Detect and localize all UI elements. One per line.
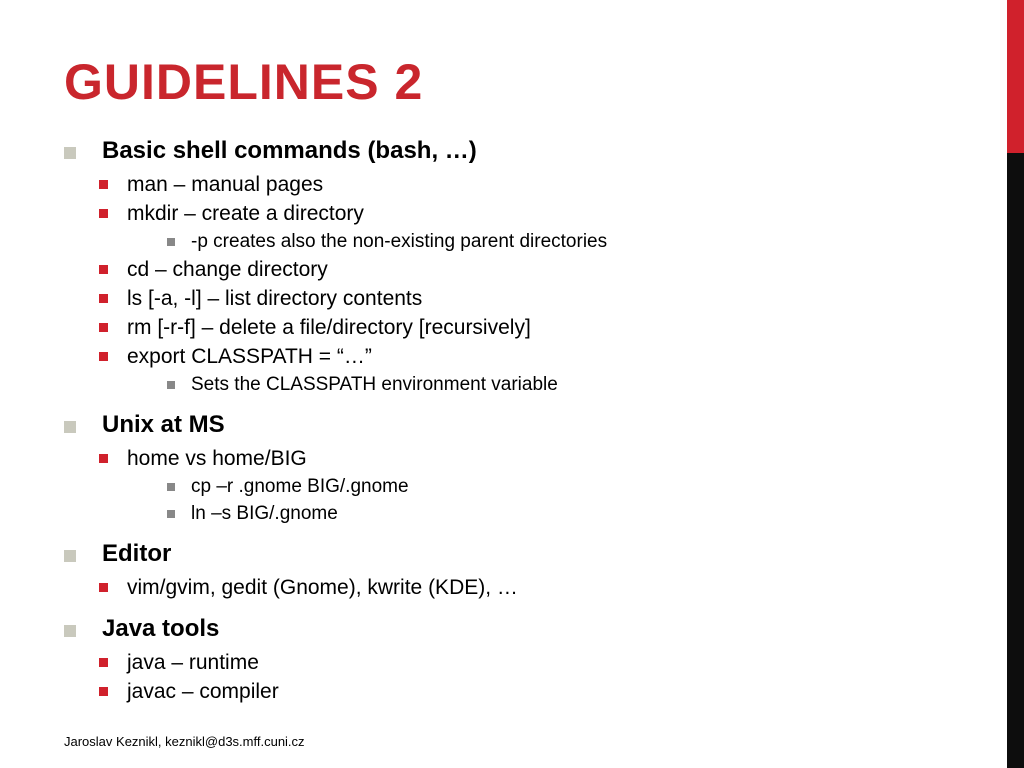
list-item xyxy=(0,284,1000,313)
square-bullet-icon xyxy=(99,265,108,274)
square-bullet-icon xyxy=(64,147,76,159)
bullet-list xyxy=(0,132,1000,706)
square-bullet-icon xyxy=(167,238,175,246)
square-bullet-icon xyxy=(99,658,108,667)
list-item xyxy=(0,648,1000,677)
sidebar-accent-red xyxy=(1007,0,1024,153)
list-item-text: rm [-r-f] – delete a file/directory [recursively] xyxy=(127,316,531,339)
square-bullet-icon xyxy=(167,483,175,491)
list-item-text: cd – change directory xyxy=(127,258,328,281)
section-heading-text: Java tools xyxy=(102,615,220,642)
sub-list-item-text: Sets the CLASSPATH environment variable xyxy=(191,374,558,395)
square-bullet-icon xyxy=(99,454,108,463)
list-item-text: ls [-a, -l] – list directory contents xyxy=(127,287,423,310)
list-item-text: home vs home/BIG xyxy=(127,447,307,470)
square-bullet-icon xyxy=(99,323,108,332)
list-item xyxy=(0,677,1000,706)
section-heading-text: Editor xyxy=(102,540,172,567)
list-item-text: mkdir – create a directory xyxy=(127,202,364,225)
square-bullet-icon xyxy=(64,421,76,433)
sub-list-item xyxy=(0,371,1000,398)
square-bullet-icon xyxy=(64,550,76,562)
square-bullet-icon xyxy=(99,209,108,218)
sidebar-accent-black xyxy=(1007,153,1024,768)
section-heading xyxy=(0,535,1000,573)
square-bullet-icon xyxy=(99,687,108,696)
list-item xyxy=(0,342,1000,371)
section-heading-text: Basic shell commands (bash, …) xyxy=(102,137,477,164)
list-item-text: javac – compiler xyxy=(127,680,279,703)
list-item-text: man – manual pages xyxy=(127,173,324,196)
list-item-text: export CLASSPATH = “…” xyxy=(127,345,372,368)
square-bullet-icon xyxy=(167,510,175,518)
slide-title: GUIDELINES 2 xyxy=(64,54,424,110)
list-item xyxy=(0,444,1000,473)
section-heading xyxy=(0,406,1000,444)
square-bullet-icon xyxy=(99,294,108,303)
list-item xyxy=(0,199,1000,228)
square-bullet-icon xyxy=(99,180,108,189)
list-item xyxy=(0,170,1000,199)
section-heading xyxy=(0,610,1000,648)
square-bullet-icon xyxy=(64,625,76,637)
list-item xyxy=(0,313,1000,342)
list-item xyxy=(0,255,1000,284)
square-bullet-icon xyxy=(99,352,108,361)
list-item-text: java – runtime xyxy=(127,651,259,674)
sub-list-item-text: -p creates also the non-existing parent directories xyxy=(191,231,608,252)
list-item xyxy=(0,573,1000,602)
square-bullet-icon xyxy=(167,381,175,389)
section-heading xyxy=(0,132,1000,170)
square-bullet-icon xyxy=(99,583,108,592)
sub-list-item-text: cp –r .gnome BIG/.gnome xyxy=(191,476,409,497)
sub-list-item xyxy=(0,500,1000,527)
sub-list-item xyxy=(0,228,1000,255)
sub-list-item xyxy=(0,473,1000,500)
section-heading-text: Unix at MS xyxy=(102,411,225,438)
footer-author: Jaroslav Keznikl, keznikl@d3s.mff.cuni.cz xyxy=(64,734,305,749)
list-item-text: vim/gvim, gedit (Gnome), kwrite (KDE), … xyxy=(127,576,518,599)
sub-list-item-text: ln –s BIG/.gnome xyxy=(191,503,338,524)
